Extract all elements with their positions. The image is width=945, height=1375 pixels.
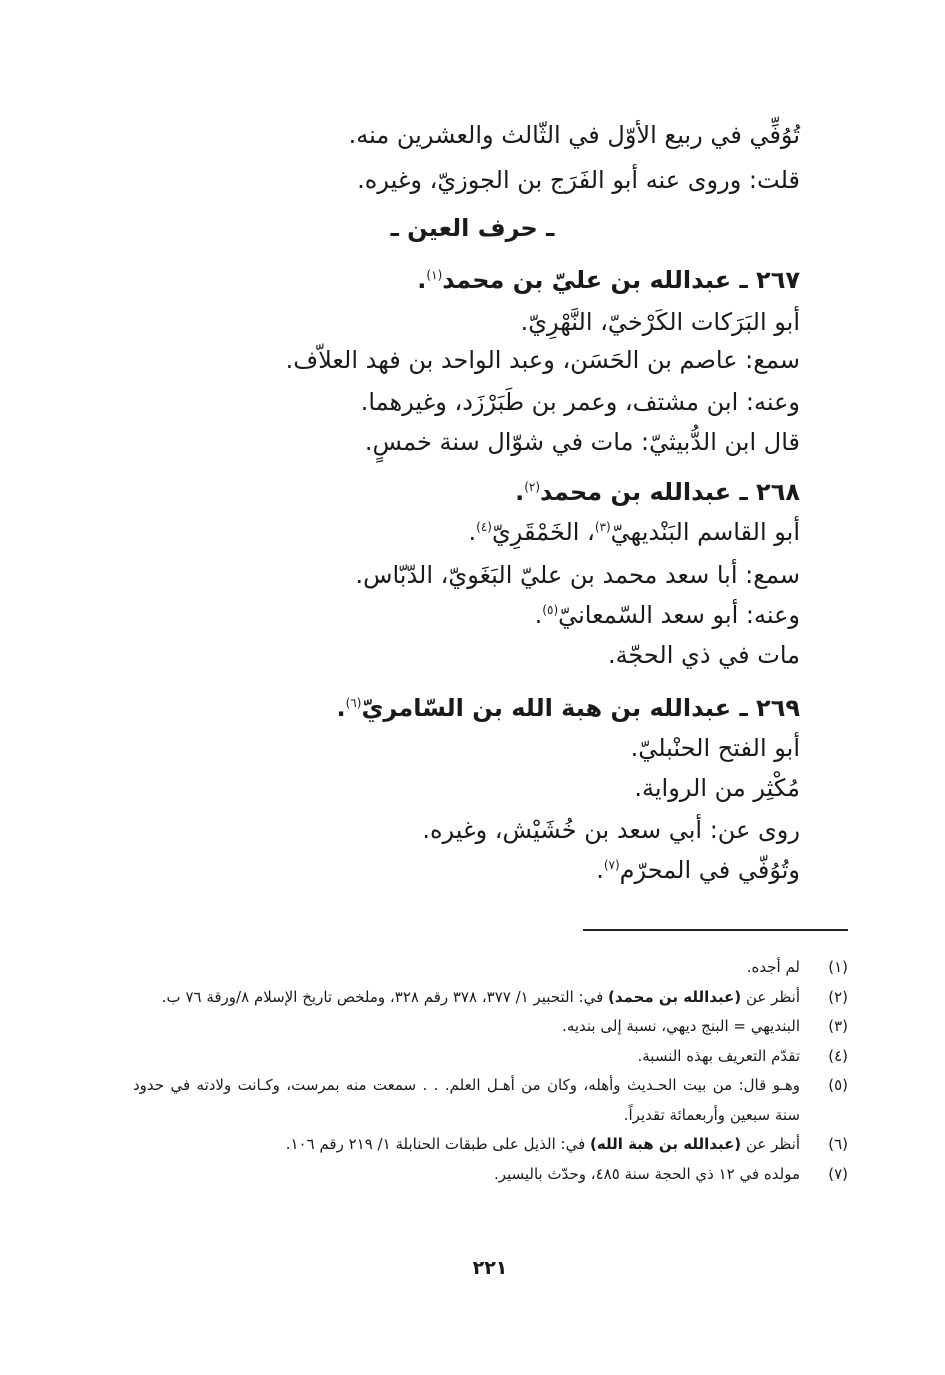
footnote-ref: (٣) [594, 520, 611, 534]
footnote-ref: (٥) [542, 603, 559, 617]
entry-line [361, 382, 800, 422]
footnote-bold-title: (عبدالله بن محمد) [608, 987, 742, 1006]
entry-number: ٢٦٧ [756, 266, 800, 294]
entry-text: سمع: أبا سعد محمد بن عليّ البَغَويّ، الدّبّاس. [355, 561, 800, 589]
footnote [133, 1160, 848, 1190]
entry-dash: ـ [739, 266, 748, 294]
footnote-text [133, 1071, 800, 1130]
footnote-separator [583, 929, 848, 931]
entry-text: روى عن: أبي سعد بن خُشَيْش، وغيره. [422, 816, 800, 844]
footnote [133, 1130, 848, 1160]
footnote-ref: (٢) [524, 480, 541, 494]
footnote-ref: (٧) [603, 858, 620, 872]
footnote-ref: (٤) [476, 520, 492, 534]
footnote-marker: (٥) [828, 1076, 848, 1094]
entry-heading [417, 260, 800, 300]
footnote-text-part: مولده في ١٢ ذي الحجة سنة ٤٨٥، وحدّث باليسير. [493, 1164, 800, 1183]
footnote [133, 1012, 848, 1042]
entry-number: ٢٦٨ [756, 478, 800, 506]
entry-line [535, 595, 800, 635]
entry-text: أبو الفتح الحنْبليّ. [630, 734, 800, 762]
entry-text: وتُوُفّي في المحرّم [619, 856, 800, 884]
page-number: ٢٢١ [472, 1257, 508, 1279]
entry-name: عبدالله بن محمد [540, 478, 732, 506]
footnote-marker: (١) [828, 958, 848, 976]
intro-line: تُوُفِّي في ربيع الأوّل في الثّالث والعشرين منه. [348, 121, 800, 149]
entry-line [422, 810, 800, 850]
footnote-text-part: تقدّم التعريف بهذه النسبة. [637, 1046, 800, 1065]
footnote-ref: (١) [426, 268, 443, 282]
entry-line [286, 340, 800, 380]
footnote-bold-title: (عبدالله بن هبة الله) [590, 1135, 742, 1153]
entry-end-mark: . [515, 478, 525, 506]
footnote [133, 1071, 848, 1130]
entry-line [608, 635, 800, 675]
footnote-text [133, 1042, 800, 1072]
footnotes [133, 953, 848, 1189]
footnote-text-part: وهـو قال: من بيت الحـديث وأهله، وكان من أهـل العلم. . . سمعت منه بمرست، وكـانت ولادته في حدود سنة سبعين وأربعمائة تقديراً. [133, 1076, 800, 1124]
footnote [133, 1042, 848, 1072]
footnote-text-part: لم أجده. [746, 958, 800, 976]
footnote [133, 953, 848, 983]
footnote-text [133, 1012, 800, 1042]
footnote-marker: (٦) [828, 1135, 848, 1153]
footnote-text-part: في: الذيل على طبقات الحنابلة ١/ ٢١٩ رقم ١٠٦. [285, 1135, 591, 1153]
entry-text: سمع: عاصم بن الحَسَن، وعبد الواحد بن فهد العلاّف. [285, 346, 800, 374]
entry-text: وعنه: ابن مشتف، وعمر بن طَبَرْزَد، وغيرهما. [360, 388, 800, 416]
entry-text: أبو القاسم البَنْديهيّ [610, 518, 800, 546]
entry-line [356, 555, 800, 595]
entry-text: مُكْثِر من الرواية. [634, 774, 800, 802]
entry-end-mark: . [336, 694, 346, 722]
intro-line: قلت: وروى عنه أبو الفَرَج بن الجوزيّ، وغيره. [357, 166, 800, 194]
footnote-text [133, 983, 800, 1013]
entry-line [634, 768, 800, 808]
footnote-text [133, 1160, 800, 1190]
entry-text: مات في ذي الحجّة. [607, 641, 800, 669]
entry-line [631, 728, 800, 768]
entry-name: عبدالله بن عليّ بن محمد [442, 266, 732, 294]
footnote-marker: (٢) [828, 987, 848, 1006]
footnote-text-part: البنديهي = البنج ديهي، نسبة إلى بنديه. [562, 1017, 800, 1035]
entry-text: . [596, 856, 604, 884]
footnote-marker: (٣) [828, 1017, 848, 1035]
footnote-marker: (٤) [828, 1046, 848, 1065]
footnote-marker: (٧) [828, 1164, 848, 1183]
entry-line [596, 850, 800, 890]
entry-text: أبو البَرَكات الكَرْخيّ، النَّهْرِيّ. [520, 308, 800, 336]
footnote-text-part: في: التحبير ١/ ٣٧٧، ٣٧٨ رقم ٣٢٨، وملخص تاريخ الإسلام ٨/ورقة ٧٦ ب. [161, 987, 609, 1006]
footnote-text-part: أنظر عن [741, 1135, 800, 1153]
entry-end-mark: . [417, 266, 427, 294]
entry-number: ٢٦٩ [756, 694, 800, 722]
entry-heading [515, 472, 800, 512]
footnote-ref: (٦) [345, 696, 362, 710]
entry-text: قال ابن الدُّبيثيّ: مات في شوّال سنة خمسٍ. [364, 428, 800, 456]
entry-text: . [468, 518, 477, 546]
entry-dash: ـ [739, 478, 748, 506]
entry-text: وعنه: أبو سعد السّمعانيّ [558, 601, 800, 629]
entry-line [468, 512, 800, 552]
entry-heading [336, 688, 800, 728]
entry-dash: ـ [739, 694, 748, 722]
entry-name: عبدالله بن هبة الله بن السّامريّ [361, 694, 732, 722]
entry-line [365, 422, 800, 462]
footnote-text [133, 953, 800, 983]
entry-text: ، الخَمْقَرِيّ [491, 518, 595, 546]
entry-line [521, 302, 800, 342]
footnote [133, 983, 848, 1013]
footnote-text-part: أنظر عن [741, 987, 800, 1006]
section-heading: ـ حرف العين ـ [390, 214, 555, 242]
entry-text: . [534, 601, 543, 629]
footnote-text [133, 1130, 800, 1160]
